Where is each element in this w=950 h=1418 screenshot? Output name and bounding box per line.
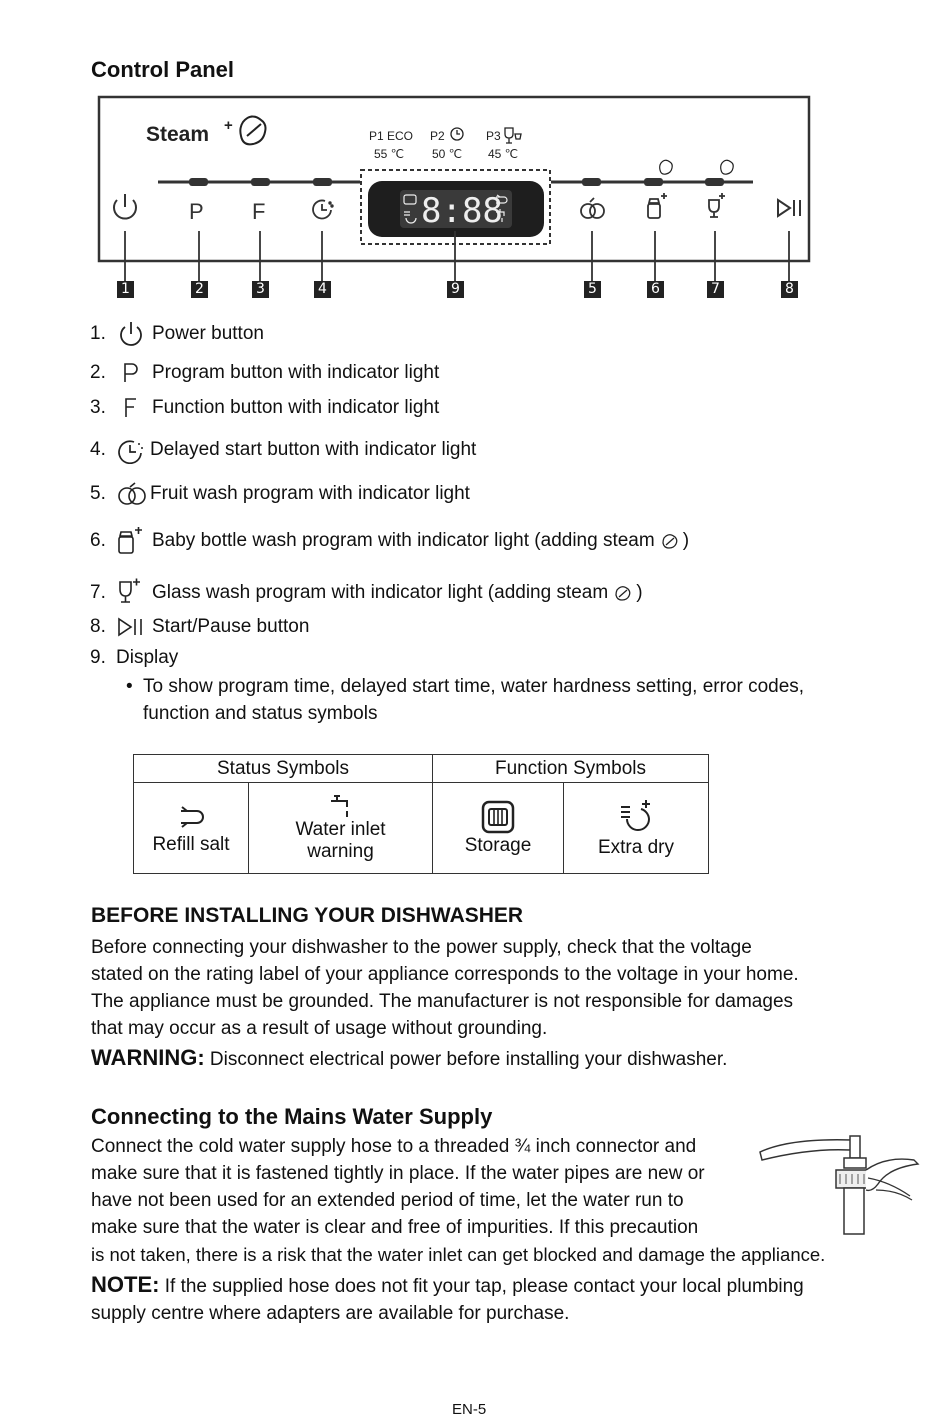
page-number: EN-5 (452, 1401, 487, 1418)
callout-6: 6 (647, 281, 664, 298)
extra-dry-icon (564, 797, 708, 837)
display-digits: 8:88 (421, 191, 503, 231)
callout-4: 4 (314, 281, 331, 298)
water-inlet-label-2: warning (307, 841, 374, 862)
steam-leaf-icon (661, 532, 679, 550)
note-text: If the supplied hose does not fit your tap, please contact your local plumbing (159, 1276, 804, 1297)
symbols-table (133, 754, 709, 874)
function-symbols-header: Function Symbols (433, 755, 709, 783)
delay-clock-icon (116, 436, 152, 464)
steam-leaf-icon (240, 116, 265, 144)
indicator-light-glass (705, 178, 724, 186)
control-panel-figure (0, 0, 950, 310)
function-f-icon (116, 394, 152, 422)
water-inlet-cell (249, 783, 433, 874)
legend-text: Start/Pause button (152, 616, 310, 637)
indicator-light-fruit (582, 178, 601, 186)
status-symbols-header: Status Symbols (134, 755, 433, 783)
program-p3-temp: 45 ℃ (488, 147, 519, 161)
baby-bottle-icon (648, 193, 667, 218)
display-bullet-line-1: To show program time, delayed start time, water hardness setting, error codes, (143, 676, 805, 697)
indicator-light-baby (644, 178, 663, 186)
legend-text: Program button with indicator light (152, 362, 440, 383)
delay-clock-icon (313, 200, 333, 218)
clock-1h-icon (451, 128, 463, 140)
legend-item-7 (90, 579, 643, 607)
mains-line-3: have not been used for an extended period of time, let the water run to (91, 1190, 684, 1211)
legend-num: 2. (90, 362, 106, 383)
storage-label: Storage (464, 835, 532, 856)
salt-icon (134, 800, 248, 834)
legend-num: 1. (90, 323, 106, 344)
steam-leaf-small-icon (660, 160, 734, 174)
legend-num: 6. (90, 530, 106, 551)
note-label: NOTE: (91, 1272, 160, 1297)
indicator-light-delay (313, 178, 332, 186)
legend-item-3 (90, 394, 439, 422)
brand-plus: + (224, 117, 233, 134)
page-title: Control Panel (91, 57, 235, 82)
legend-close-paren: ) (682, 530, 690, 551)
program-p2-temp: 50 ℃ (432, 147, 463, 161)
legend-text: Baby bottle wash program with indicator light (adding steam (152, 530, 655, 551)
warning-text: Disconnect electrical power before installing your dishwasher. (204, 1049, 728, 1070)
before-heading: BEFORE INSTALLING YOUR DISHWASHER (91, 904, 524, 927)
legend-num: 4. (90, 439, 106, 460)
fruit-icon (581, 198, 604, 218)
program-p1-name: P1 ECO (369, 129, 414, 143)
extra-dry-cell (564, 783, 709, 874)
steam-leaf-icon (614, 584, 632, 602)
legend-text: Function button with indicator light (152, 397, 440, 418)
legend-item-8 (90, 613, 309, 641)
legend-text: Delayed start button with indicator light (150, 439, 477, 460)
legend-num: 9. (90, 647, 106, 668)
program-p1-temp: 55 ℃ (374, 147, 405, 161)
callout-8: 8 (781, 281, 798, 298)
storage-icon (433, 799, 563, 835)
display-bullet-line-2: function and status symbols (143, 703, 378, 724)
warning-line (91, 1044, 727, 1073)
legend-item-1 (90, 320, 264, 348)
refill-salt-cell (134, 783, 249, 874)
callout-3: 3 (252, 281, 269, 298)
legend-item-5 (90, 480, 470, 508)
legend-text: Display (116, 647, 179, 668)
callout-lines (125, 231, 789, 282)
legend-close-paren: ) (636, 582, 643, 603)
note-line (91, 1271, 804, 1300)
fruit-icon (116, 480, 152, 508)
storage-cell (433, 783, 564, 874)
indicator-light-p (189, 178, 208, 186)
start-pause-icon (778, 200, 800, 216)
legend-text: Fruit wash program with indicator light (150, 483, 470, 504)
refill-salt-label: Refill salt (152, 834, 230, 855)
tap-hose-illustration (758, 1130, 923, 1245)
before-line-3: The appliance must be grounded. The manufacturer is not responsible for damages (91, 991, 794, 1012)
function-button-glyph: F (252, 199, 266, 224)
power-icon (116, 320, 152, 348)
legend-text: Power button (152, 323, 264, 344)
indicator-light-f (251, 178, 270, 186)
legend-num: 8. (90, 616, 106, 637)
legend-num: 7. (90, 582, 106, 603)
start-pause-icon (116, 613, 152, 641)
mains-line-1: Connect the cold water supply hose to a threaded ¾ inch connector and (91, 1136, 697, 1157)
callout-5: 5 (584, 281, 601, 298)
baby-bottle-icon (116, 527, 152, 555)
callout-2: 2 (191, 281, 208, 298)
before-line-4: that may occur as a result of usage without grounding. (91, 1018, 548, 1039)
program-p2-name: P2 (430, 129, 445, 143)
callout-1: 1 (117, 281, 134, 298)
legend-item-4 (90, 436, 476, 464)
before-line-1: Before connecting your dishwasher to the power supply, check that the voltage (91, 937, 752, 958)
legend-item-9 (90, 644, 178, 672)
extra-dry-label: Extra dry (597, 837, 675, 858)
mains-line-4: make sure that the water is clear and free of impurities. If this precaution (91, 1217, 699, 1238)
legend-num: 3. (90, 397, 106, 418)
mains-heading: Connecting to the Mains Water Supply (91, 1104, 493, 1129)
callout-7: 7 (707, 281, 724, 298)
glass-icon (709, 193, 725, 217)
brand-label: Steam (146, 123, 210, 146)
legend-num: 5. (90, 483, 106, 504)
mains-line-2: make sure that it is fastened tightly in place. If the water pipes are new or (91, 1163, 705, 1184)
program-p-icon (116, 359, 152, 387)
bullet-marker: • (126, 676, 133, 697)
power-icon (114, 194, 136, 219)
before-line-2: stated on the rating label of your appliance corresponds to the voltage in your home. (91, 964, 799, 985)
legend-item-6 (90, 527, 689, 555)
glass-icon (116, 579, 152, 607)
legend-text: Glass wash program with indicator light (adding steam (152, 582, 609, 603)
water-inlet-label-1: Water inlet (295, 819, 386, 840)
callout-9: 9 (447, 281, 464, 298)
glass-cup-icon (505, 128, 521, 143)
program-p3-name: P3 (486, 129, 501, 143)
warning-label: WARNING: (91, 1045, 205, 1070)
tap-icon (249, 793, 432, 819)
mains-line-5: is not taken, there is a risk that the water inlet can get blocked and damage the appliance. (91, 1244, 826, 1265)
legend-item-2 (90, 359, 439, 387)
program-button-glyph: P (189, 199, 204, 224)
note-line-2: supply centre where adapters are available for purchase. (91, 1303, 570, 1324)
